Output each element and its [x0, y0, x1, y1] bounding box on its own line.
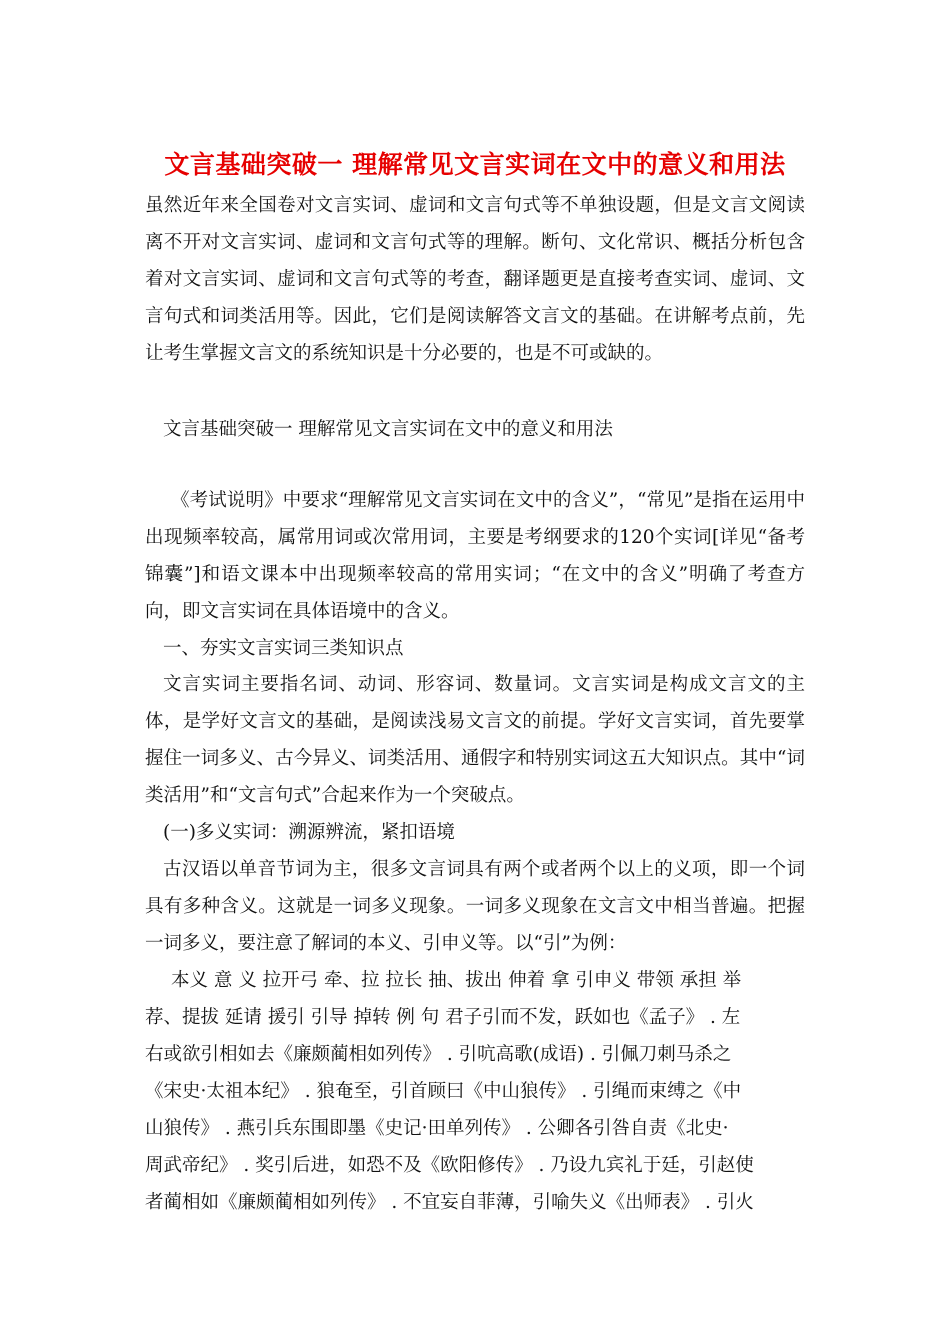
subheading: 文言基础突破一 理解常见文言实词在文中的意义和用法 — [163, 419, 613, 440]
exam-requirement-paragraph: 《考试说明》中要求“理解常见文言实词在文中的含义”，“常见”是指在运用中出现频率较高，属常用词或次常用词，主要是考纲要求的120个实词[详见“备考锦囊”]和语文课本中出现频率较高的常用实词；“在文中的含义”明确了考查方向，即文言实词在具体语境中的含义。 — [145, 490, 805, 622]
yin-line: 周武帝纪》 . 奖引后进，如恐不及《欧阳修传》 . 乃设九宾礼于廷，引赵使 — [145, 1155, 754, 1176]
intro-paragraph: 虽然近年来全国卷对文言实词、虚词和文言句式等不单独设题，但是文言文阅读离不开对文言实词、虚词和文言句式等的理解。断句、文化常识、概括分析包含着对文言实词、虚词和文言句式等的考查，翻译题更是直接考查实词、虚词、文言句式和词类活用等。因此，它们是阅读解答文言文的基础。在讲解考点前，先让考生掌握文言文的系统知识是十分必要的，也是不可或缺的。 — [145, 195, 805, 364]
duoyi-paragraph: 古汉语以单音节词为主，很多文言词具有两个或者两个以上的义项，即一个词具有多种含义。这就是一词多义现象。一词多义现象在文言文中相当普遍。把握一词多义，要注意了解词的本义、引申义等。以“引”为例： — [145, 859, 805, 954]
shici-paragraph: 文言实词主要指名词、动词、形容词、数量词。文言实词是构成文言文的主体，是学好文言文的基础，是阅读浅易文言文的前提。学好文言实词，首先要掌握住一词多义、古今异义、词类活用、通假字和特别实词这五大知识点。其中“词类活用”和“文言句式”合起来作为一个突破点。 — [145, 674, 805, 806]
section-heading-1: 一、夯实文言实词三类知识点 — [163, 638, 404, 659]
subsection-heading-1: (一)多义实词：溯源辨流，紧扣语境 — [163, 822, 455, 843]
yin-example-paragraph — [145, 962, 805, 1221]
yin-line: 荐、提拔 延请 援引 引导 掉转 例 句 君子引而不发，跃如也《孟子》 . 左 — [145, 1007, 741, 1028]
yin-line: 山狼传》 . 燕引兵东围即墨《史记·田单列传》 . 公卿各引咎自责《北史· — [145, 1118, 729, 1139]
document-title: 文言基础突破一 理解常见文言实词在文中的意义和用法 — [164, 150, 786, 179]
yin-line: 右或欲引相如去《廉颇蔺相如列传》 . 引吭高歌(成语) . 引佩刀刺马杀之 — [145, 1044, 732, 1065]
yin-line: 本义 意 义 拉开弓 牵、拉 拉长 抽、拔出 伸着 拿 引申义 带领 承担 举 — [171, 970, 742, 991]
yin-line: 者蔺相如《廉颇蔺相如列传》 . 不宜妄自菲薄，引喻失义《出师表》 . 引火 — [145, 1192, 754, 1213]
yin-line: 《宋史·太祖本纪》 . 狼奄至，引首顾曰《中山狼传》 . 引绳而束缚之《中 — [145, 1081, 742, 1102]
